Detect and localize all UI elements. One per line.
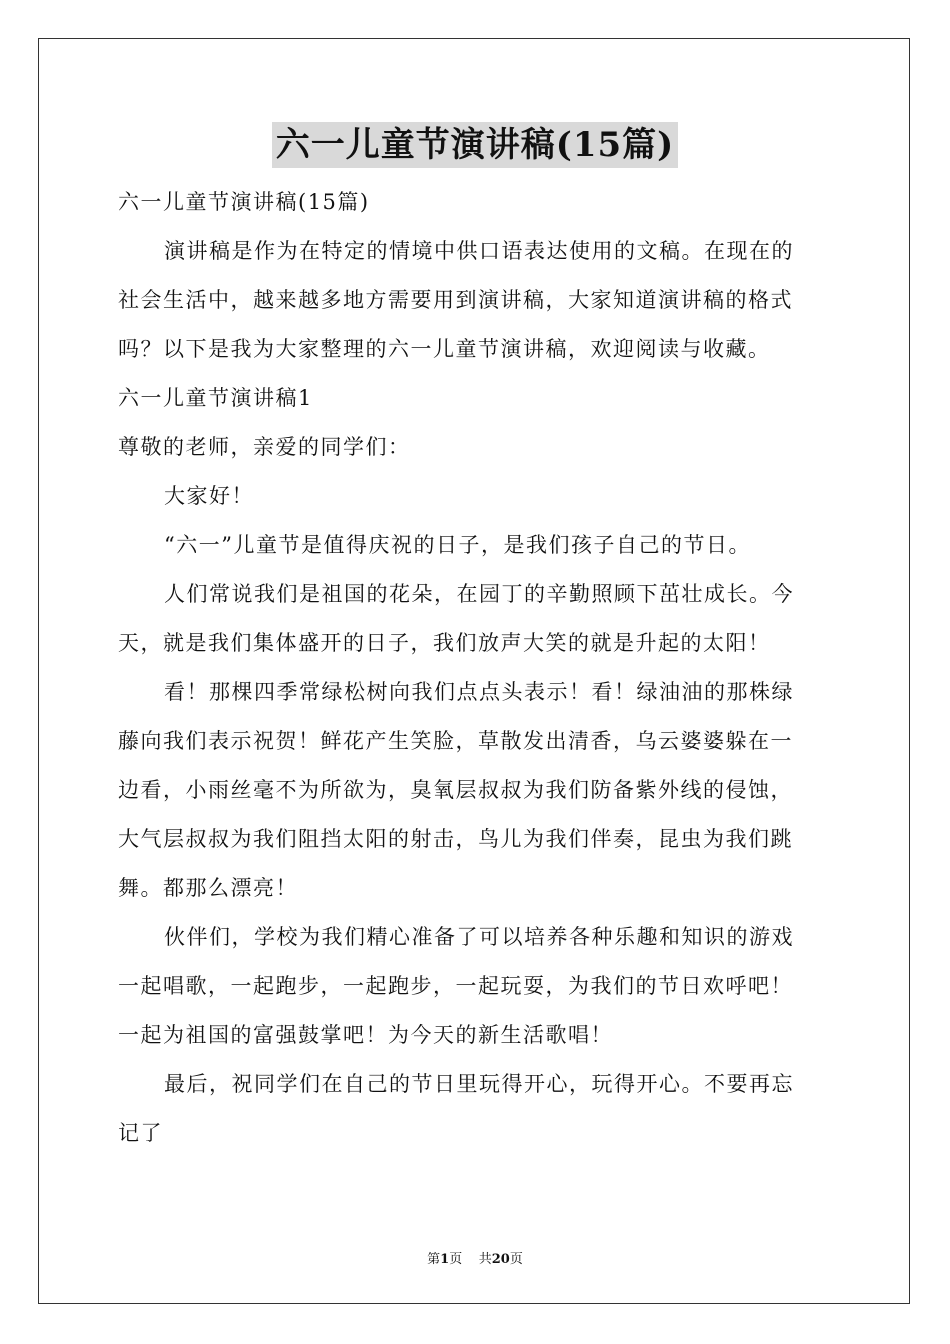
paragraph-line: 社会生活中，越来越多地方需要用到演讲稿，大家知道演讲稿的格式 bbox=[118, 288, 793, 312]
greeting-line: 大家好！ bbox=[164, 484, 254, 508]
paragraph-line: 边看，小雨丝毫不为所欲为，臭氧层叔叔为我们防备紫外线的侵蚀， bbox=[118, 778, 793, 802]
page-footer bbox=[0, 1248, 950, 1267]
paragraph-line: 藤向我们表示祝贺！鲜花产生笑脸，草散发出清香，乌云婆婆躲在一 bbox=[118, 729, 793, 753]
title-container bbox=[0, 122, 950, 168]
document-title: 六一儿童节演讲稿(15篇) bbox=[272, 122, 679, 168]
section-heading: 六一儿童节演讲稿1 bbox=[118, 386, 313, 410]
page-number: 1 bbox=[440, 1252, 450, 1267]
paragraph-line: 记了 bbox=[118, 1121, 163, 1145]
paragraph-line: 看！那棵四季常绿松树向我们点点头表示！看！绿油油的那株绿 bbox=[164, 680, 794, 704]
total-pages: 20 bbox=[491, 1252, 510, 1267]
document-body bbox=[118, 178, 834, 1158]
paragraph-line: 最后，祝同学们在自己的节日里玩得开心，玩得开心。不要再忘 bbox=[164, 1072, 794, 1096]
total-unit: 页 bbox=[509, 1252, 523, 1267]
paragraph-line: 伙伴们，学校为我们精心准备了可以培养各种乐趣和知识的游戏 bbox=[164, 925, 794, 949]
paragraph-line: 吗？以下是我为大家整理的六一儿童节演讲稿，欢迎阅读与收藏。 bbox=[118, 337, 771, 361]
page-label: 第 bbox=[427, 1252, 441, 1267]
paragraph-line: 天，就是我们集体盛开的日子，我们放声大笑的就是升起的太阳！ bbox=[118, 631, 771, 655]
subtitle-line: 六一儿童节演讲稿(15篇) bbox=[118, 190, 370, 214]
paragraph-line: 大气层叔叔为我们阻挡太阳的射击，鸟儿为我们伴奏，昆虫为我们跳 bbox=[118, 827, 793, 851]
salutation-line: 尊敬的老师，亲爱的同学们： bbox=[118, 435, 411, 459]
paragraph-line: 演讲稿是作为在特定的情境中供口语表达使用的文稿。在现在的 bbox=[164, 239, 794, 263]
total-label: 共 bbox=[478, 1252, 492, 1267]
paragraph-line: “六一”儿童节是值得庆祝的日子，是我们孩子自己的节日。 bbox=[164, 533, 751, 557]
paragraph-line: 一起唱歌，一起跑步，一起跑步，一起玩耍，为我们的节日欢呼吧！ bbox=[118, 974, 793, 998]
paragraph-line: 一起为祖国的富强鼓掌吧！为今天的新生活歌唱！ bbox=[118, 1023, 613, 1047]
paragraph-line: 人们常说我们是祖国的花朵，在园丁的辛勤照顾下茁壮成长。今 bbox=[164, 582, 794, 606]
paragraph-line: 舞。都那么漂亮！ bbox=[118, 876, 298, 900]
page-unit: 页 bbox=[449, 1252, 463, 1267]
